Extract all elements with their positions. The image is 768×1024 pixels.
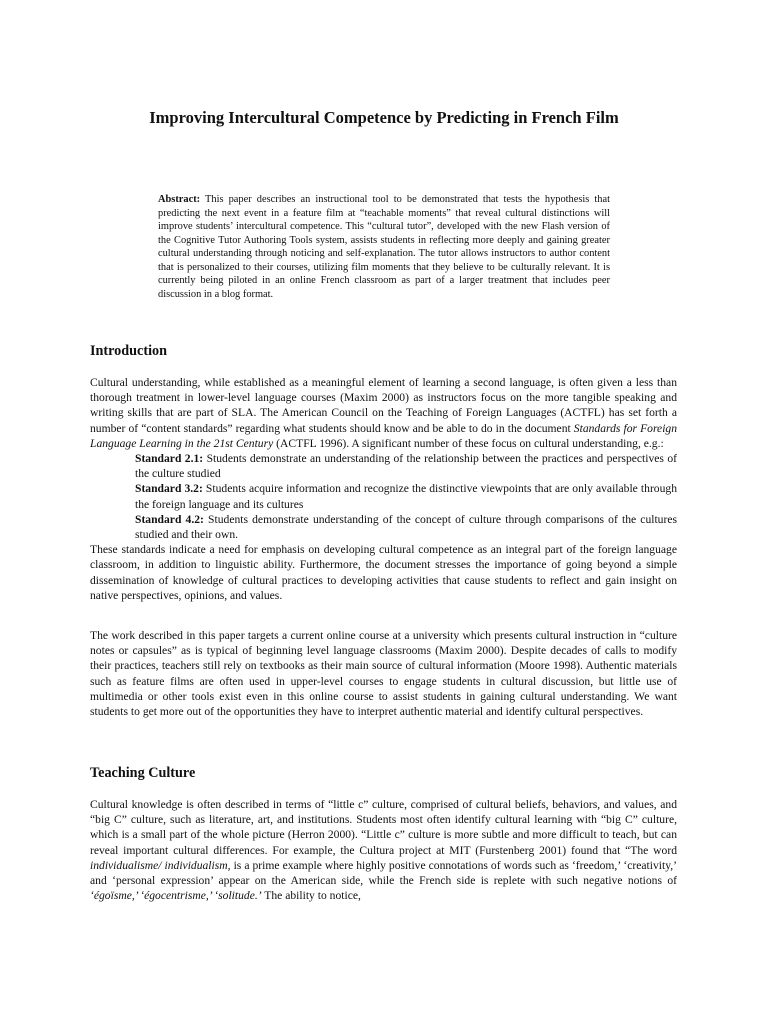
intro-paragraph-1 xyxy=(90,375,677,451)
introduction-section xyxy=(90,375,677,603)
standard-label: Standard 3.2: xyxy=(135,482,203,496)
teaching-p1-italic-word: individualisme/ individualism, xyxy=(90,858,231,872)
standard-item xyxy=(90,481,677,511)
standard-label: Standard 2.1: xyxy=(135,452,204,466)
standard-text: Students demonstrate understanding of the concept of culture through comparisons of the cultures studied and their own. xyxy=(135,512,677,542)
standard-text: Students acquire information and recognize the distinctive viewpoints that are only available through the foreign language and its cultures xyxy=(135,482,677,511)
intro-p1-text-end: (ACTFL 1996). A significant number of these focus on cultural understanding, e.g.: xyxy=(273,436,664,450)
standard-item xyxy=(90,451,677,481)
intro-paragraph-3: The work described in this paper targets a current online course at a university which presents cultural instruction in “culture notes or capsules” as is typical of beginning level language classrooms (Maxim 2000). Despite decades of calls to modify their practices, teachers still rely on textbooks as their main source of cultural information (Moore 1998). Authentic materials such as feature films are often used in upper-level courses to engage students in cultural discussion, but little use of multimedia or other tools exist even in this online course to assist students in gaining cultural understanding. We want students to get more out of the opportunities they have to interpret authentic material and identify cultural perspectives. xyxy=(90,629,677,719)
paper-title: Improving Intercultural Competence by Predicting in French Film xyxy=(149,108,619,127)
abstract-text: This paper describes an instructional tool to be demonstrated that tests the hypothesis that predicting the next event in a feature film at “teachable moments” that reveal cultural distinctions will improve students’ intercultural competence. This “cultural tutor”, developed with the new Flash version of the Cognitive Tutor Authoring Tools system, assists students in reflecting more deeply and gaining greater cultural understanding through noticing and self-explanation. The tutor allows instructors to author content that is personalized to their courses, utilizing film moments that they believe to be culturally relevant. It is currently being piloted in an online French classroom as part of a larger treatment that includes peer discussion in a blog format. xyxy=(158,194,610,300)
teaching-p1-text-end: The ability to notice, xyxy=(261,889,361,903)
teaching-p1-text-mid: is a prime example where highly positive connotations of words such as ‘freedom,’ ‘creativity,’ and ‘personal expression’ appear on the American side, while the French side is replete with such negative notions of xyxy=(90,858,677,888)
abstract xyxy=(158,193,610,301)
abstract-label: Abstract: xyxy=(158,194,201,205)
teaching-paragraph-1 xyxy=(90,797,677,903)
teaching-culture-heading: Teaching Culture xyxy=(90,765,196,781)
standard-text: Students demonstrate an understanding of the relationship between the practices and perspectives of the culture studied xyxy=(135,452,677,481)
intro-p1-document-title: Standards for Foreign Language Learning in the 21st Century xyxy=(90,421,678,450)
standard-item xyxy=(90,512,677,542)
introduction-heading: Introduction xyxy=(90,343,167,359)
teaching-p1-text: Cultural knowledge is often described in terms of “little c” culture, comprised of cultural beliefs, behaviors, and values, and “big C” culture, such as literature, art, and institutions. Students most often identify cultural learning with “big C” culture, which is a small part of the whole picture (Herron 2000). “Little c” culture is more subtle and more difficult to teach, but can reveal important cultural differences. For example, the Cultura project at MIT (Furstenberg 2001) found that “The word xyxy=(90,798,677,857)
standard-label: Standard 4.2: xyxy=(135,512,204,526)
intro-p1-text: Cultural understanding, while established as a meaningful element of learning a second language, is often given a less than thorough treatment in lower-level language courses (Maxim 2000) as instructors focus on the more tangible speaking and writing skills that are part of SLA. The American Council on the Teaching of Foreign Languages (ACTFL) has set forth a number of “content standards” regarding what students should know and be able to do in the document xyxy=(90,376,677,435)
teaching-p1-french-words: ‘égoïsme,’ ‘égocentrisme,’ ‘solitude.’ xyxy=(90,889,262,903)
intro-paragraph-2: These standards indicate a need for emphasis on developing cultural competence as an integral part of the foreign language classroom, in addition to linguistic ability. Furthermore, the document stresses the importance of going beyond a simple dissemination of knowledge of cultural practices to developing activities that cause students to reflect and gain insight on native perspectives, opinions, and values. xyxy=(90,543,677,602)
